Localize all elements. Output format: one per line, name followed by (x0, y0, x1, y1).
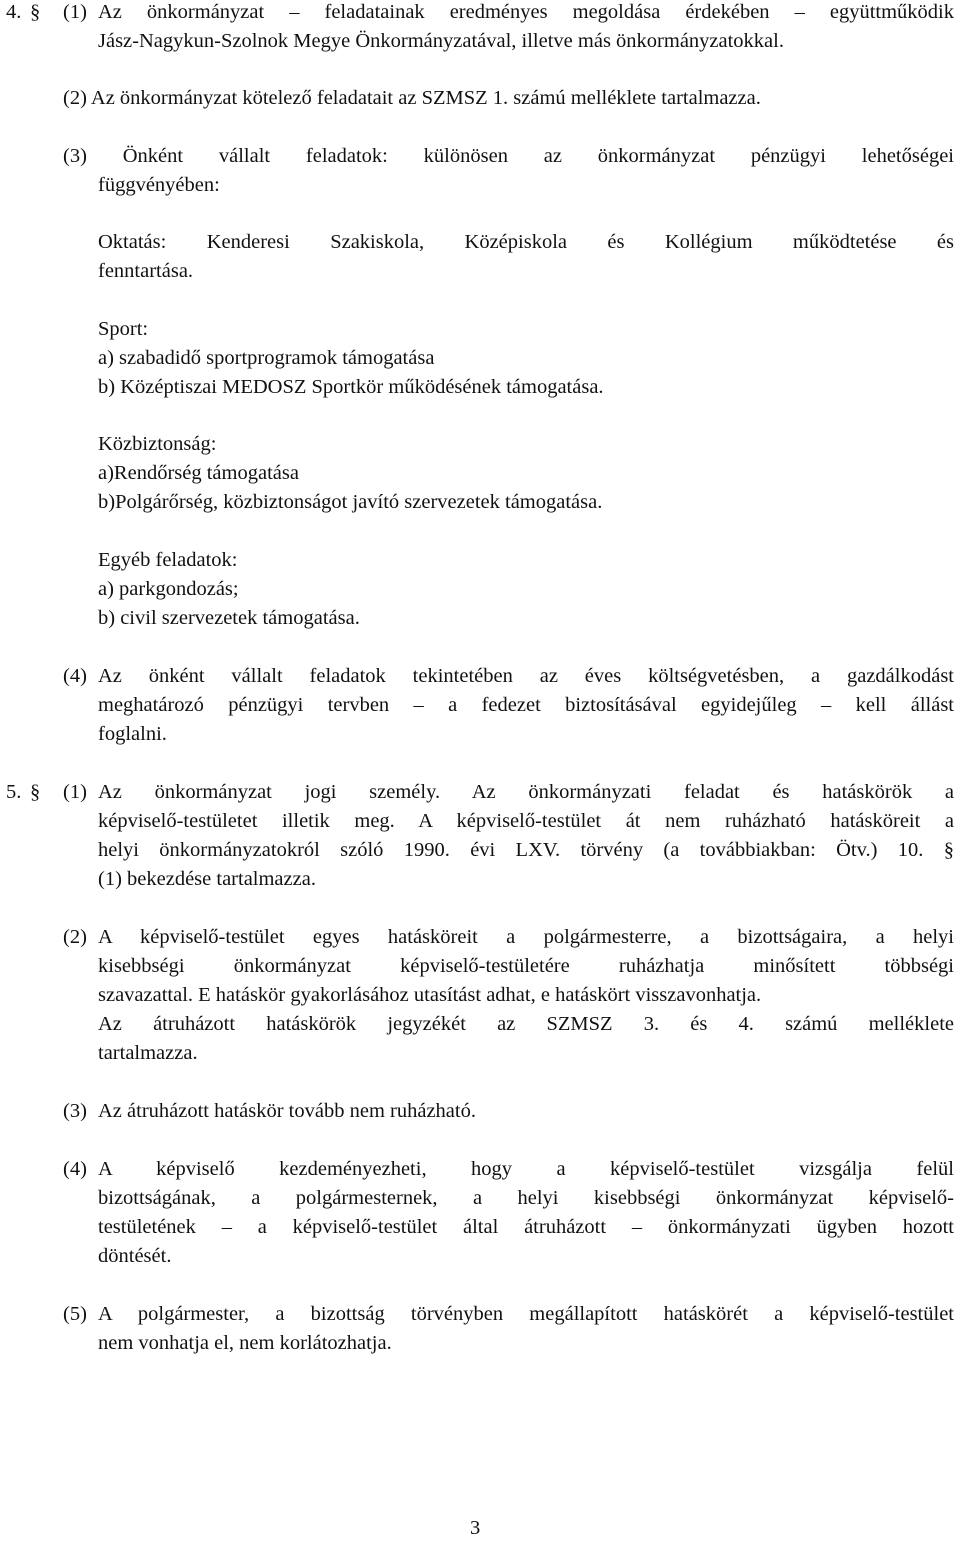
section-4-item-4-label: (4) (63, 665, 87, 687)
section-5-item-4-line-3: testületének – a képviselő-testület által átruházott – önkormányzati ügyben hozott (98, 1216, 954, 1238)
section-4-item-1-line-2: Jász-Nagykun-Szolnok Megye Önkormányzatával, illetve más önkormányzatokkal. (98, 30, 784, 52)
section-5-item-4-label: (4) (63, 1158, 87, 1180)
section-5-item-2-line-4: Az átruházott hatáskörök jegyzékét az SZMSZ 3. és 4. számú melléklete (98, 1013, 954, 1035)
section-5-item-4-line-1: A képviselő kezdeményezheti, hogy a képviselő-testület vizsgálja felül (98, 1158, 954, 1180)
section-5-item-3: Az átruházott hatáskör tovább nem ruházható. (98, 1100, 476, 1122)
section-5-item-1-label: (1) (63, 781, 87, 803)
section-4-number: 4. (6, 1, 22, 23)
oktatas-line-2: fenntartása. (98, 260, 194, 282)
section-5-item-1-line-1: Az önkormányzat jogi személy. Az önkormányzati feladat és hatáskörök a (98, 781, 954, 803)
section-4-item-2: (2) Az önkormányzat kötelező feladatait az SZMSZ 1. számú melléklete tartalmazza. (63, 87, 761, 109)
page-number: 3 (470, 1517, 481, 1539)
section-4-item-3-line-1: (3) Önként vállalt feladatok: különösen az önkormányzat pénzügyi lehetőségei (63, 145, 954, 167)
egyeb-heading: Egyéb feladatok: (98, 549, 238, 571)
sport-item-a: a) szabadidő sportprogramok támogatása (98, 347, 435, 369)
section-4-item-4-line-2: meghatározó pénzügyi tervben – a fedezet biztosításával egyidejűleg – kell állást (98, 694, 954, 716)
section-5-item-1-line-3: helyi önkormányzatokról szóló 1990. évi LXV. törvény (a továbbiakban: Ötv.) 10. § (98, 839, 954, 861)
section-4-symbol: § (30, 1, 41, 23)
section-4-item-1-line-1: Az önkormányzat – feladatainak eredményes megoldása érdekében – együttműködik (98, 1, 954, 23)
egyeb-item-a: a) parkgondozás; (98, 578, 239, 600)
kozbiztonsag-item-a: a)Rendőrség támogatása (98, 462, 299, 484)
section-5-item-1-line-2: képviselő-testületet illetik meg. A képviselő-testület át nem ruházható hatásköreit a (98, 810, 954, 832)
section-5-symbol: § (30, 781, 41, 803)
section-5-item-5-line-1: A polgármester, a bizottság törvényben megállapított hatáskörét a képviselő-testület (98, 1303, 954, 1325)
section-5-item-5-label: (5) (63, 1303, 87, 1325)
section-4-item-4-line-1: Az önként vállalt feladatok tekintetében az éves költségvetésben, a gazdálkodást (98, 665, 954, 687)
section-4-item-4-line-3: foglalni. (98, 723, 167, 745)
oktatas-line-1: Oktatás: Kenderesi Szakiskola, Középiskola és Kollégium működtetése és (98, 231, 954, 253)
kozbiztonsag-item-b: b)Polgárőrség, közbiztonságot javító szervezetek támogatása. (98, 491, 603, 513)
section-5-item-2-line-3: szavazattal. E hatáskör gyakorlásához utasítást adhat, e hatáskört visszavonhatja. (98, 984, 762, 1006)
section-5-number: 5. (6, 781, 22, 803)
section-5-item-2-line-2: kisebbségi önkormányzat képviselő-testületére ruházhatja minősített többségi (98, 955, 954, 977)
section-5-item-2-label: (2) (63, 926, 87, 948)
section-4-item-1-label: (1) (63, 1, 87, 23)
kozbiztonsag-heading: Közbiztonság: (98, 433, 217, 455)
sport-item-b: b) Középtiszai MEDOSZ Sportkör működésének támogatása. (98, 376, 604, 398)
sport-heading: Sport: (98, 318, 149, 340)
section-5-item-2-line-1: A képviselő-testület egyes hatásköreit a polgármesterre, a bizottságaira, a helyi (98, 926, 954, 948)
section-5-item-5-line-2: nem vonhatja el, nem korlátozhatja. (98, 1332, 392, 1354)
section-5-item-1-line-4: (1) bekezdése tartalmazza. (98, 868, 316, 890)
section-5-item-2-line-5: tartalmazza. (98, 1042, 198, 1064)
egyeb-item-b: b) civil szervezetek támogatása. (98, 607, 360, 629)
section-5-item-4-line-4: döntését. (98, 1245, 172, 1267)
section-4-item-3-line-2: függvényében: (98, 174, 220, 196)
section-5-item-3-label: (3) (63, 1100, 87, 1122)
section-5-item-4-line-2: bizottságának, a polgármesternek, a helyi kisebbségi önkormányzat képviselő- (98, 1187, 954, 1209)
